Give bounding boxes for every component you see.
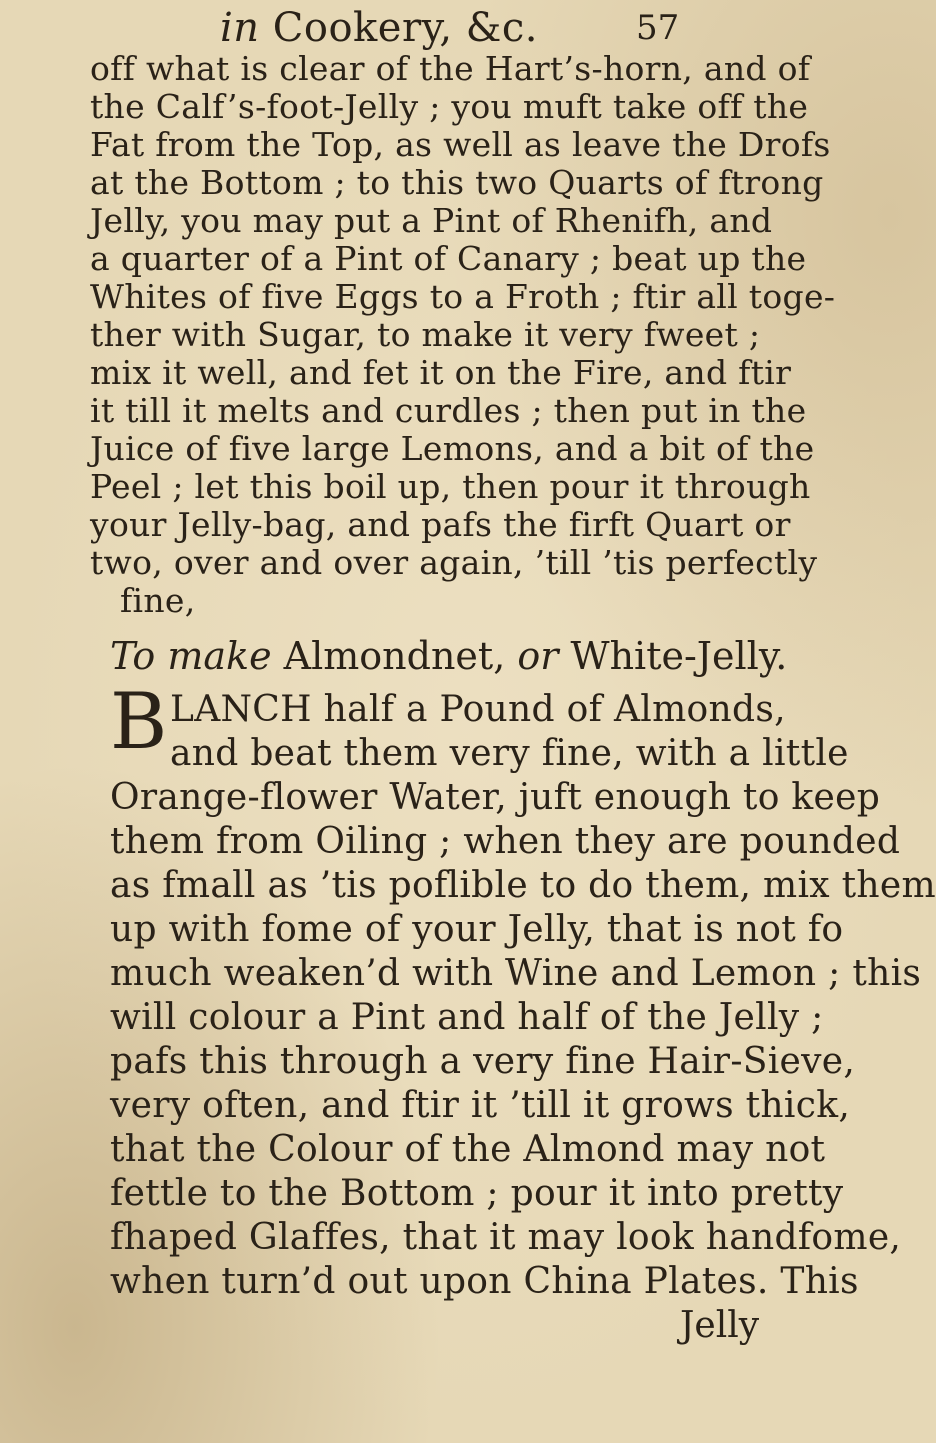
recipe-line: fettle to the Bottom ; pour it into pretty — [110, 1173, 844, 1214]
text-line: Whites of five Eggs to a Froth ; ftir all toge- — [90, 277, 836, 316]
recipe-line: that the Colour of the Almond may not — [110, 1129, 826, 1170]
text-line: it till it melts and curdles ; then put in the — [90, 391, 807, 430]
text-line: Jelly, you may put a Pint of Rhenifh, and — [90, 201, 773, 240]
recipe-heading — [110, 632, 787, 680]
recipe-line: very often, and ftir it ’till it grows thick, — [110, 1085, 851, 1126]
heading-or: or — [517, 634, 559, 678]
page-number: 57 — [636, 8, 680, 48]
recipe-line: and beat them very fine, with a little — [170, 733, 849, 774]
recipe-line: them from Oiling ; when they are pounded — [110, 821, 901, 862]
recipe-line: Orange-flower Water, juft enough to keep — [110, 777, 881, 818]
text-line: Juice of five large Lemons, and a bit of the — [90, 429, 815, 468]
recipe-line: much weaken’d with Wine and Lemon ; this — [110, 953, 922, 994]
text-line: ther with Sugar, to make it very fweet ; — [90, 315, 761, 354]
recipe-line: pafs this through a very fine Hair-Sieve, — [110, 1041, 856, 1082]
drop-cap: B — [110, 677, 168, 767]
text-line: the Calf’s-foot-Jelly ; you muft take off the — [90, 87, 809, 126]
text-line: a quarter of a Pint of Canary ; beat up the — [90, 239, 807, 278]
recipe-line: LANCH half a Pound of Almonds, — [170, 689, 786, 730]
text-line: fine, — [120, 581, 196, 620]
heading-to-make: To make — [110, 634, 272, 678]
running-head-title — [220, 4, 538, 52]
text-line: mix it well, and fet it on the Fire, and ftir — [90, 353, 792, 392]
catchword: Jelly — [680, 1305, 760, 1346]
text-line: your Jelly-bag, and pafs the firft Quart or — [90, 505, 791, 544]
text-line: off what is clear of the Hart’s-horn, and of — [90, 49, 811, 88]
recipe-line: fhaped Glaffes, that it may look handfome, — [110, 1217, 902, 1258]
recipe-line: as fmall as ’tis poflible to do them, mix them — [110, 865, 936, 906]
running-head-prefix: in — [220, 5, 260, 51]
text-line: at the Bottom ; to this two Quarts of ftrong — [90, 163, 824, 202]
running-head — [0, 4, 800, 52]
heading-title: Almondnet, — [283, 634, 506, 678]
recipe-line: will colour a Pint and half of the Jelly ; — [110, 997, 824, 1038]
recipe-line: up with fome of your Jelly, that is not fo — [110, 909, 844, 950]
text-line: Peel ; let this boil up, then pour it through — [90, 467, 811, 506]
text-line: two, over and over again, ’till ’tis perfectly — [90, 543, 818, 582]
text-line: Fat from the Top, as well as leave the Drofs — [90, 125, 831, 164]
running-head-main: Cookery, &c. — [272, 5, 539, 51]
heading-alt-title: White-Jelly. — [570, 634, 788, 678]
recipe-line: when turn’d out upon China Plates. This — [110, 1261, 859, 1302]
